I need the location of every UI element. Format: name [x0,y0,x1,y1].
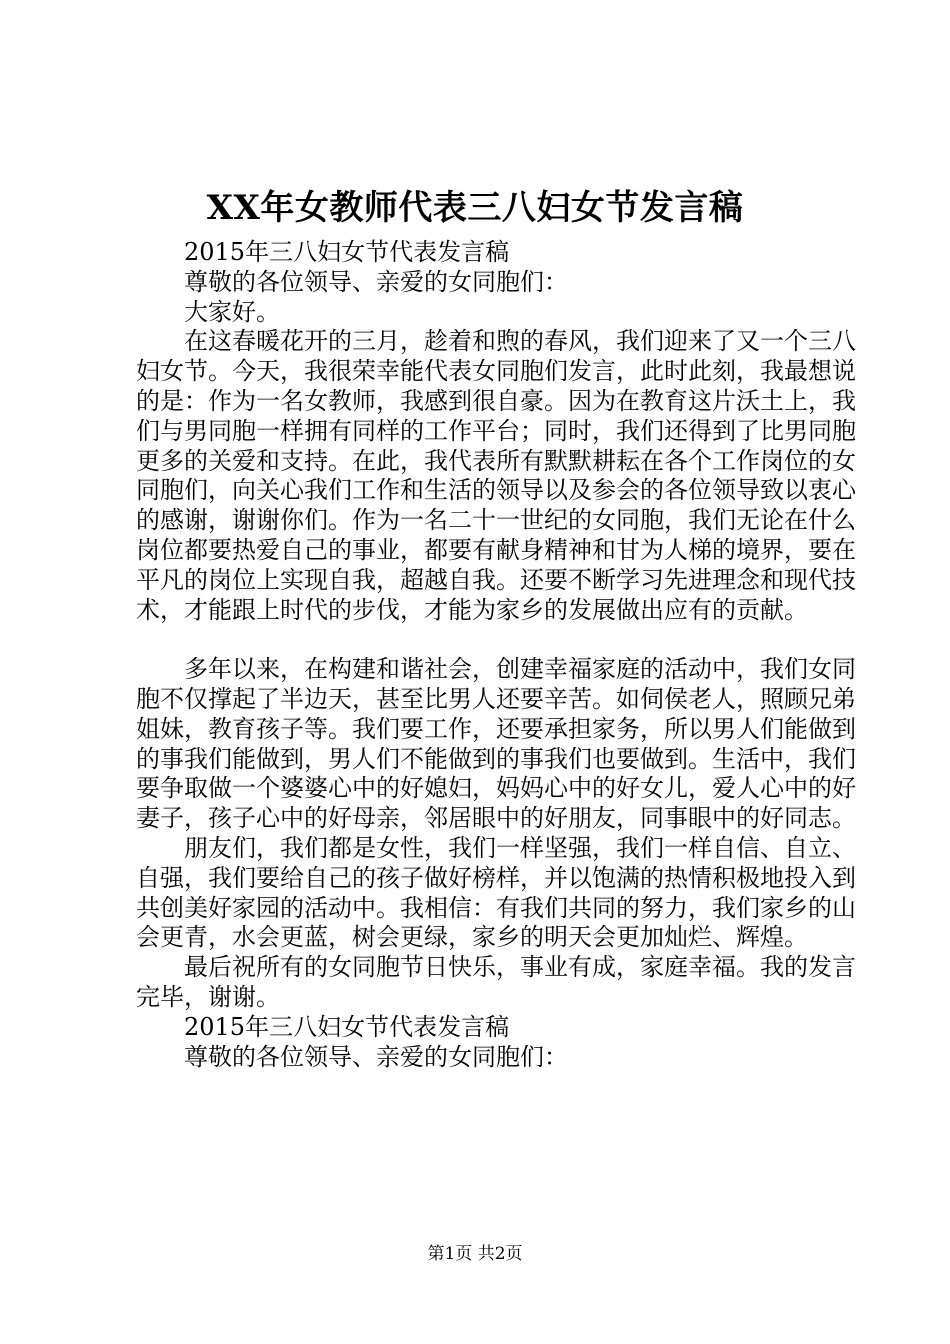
document-body [136,238,856,1072]
subtitle-paragraph: 2015年三八妇女节代表发言稿 [184,238,510,266]
salutation-paragraph: 尊敬的各位领导、亲爱的女同胞们： [184,267,568,296]
paragraph-spacer [136,625,856,655]
page-number-footer: 第1页 共2页 [427,1244,523,1264]
body-paragraph-1: 在这春暖花开的三月，趁着和煦的春风，我们迎来了又一个三八妇女节。今天，我很荣幸能代表女同胞们发言，此时此刻，我最想说的是：作为一名女教师，我感到很自豪。因为在教育这片沃土上，我们与男同胞一样拥有同样的工作平台；同时，我们还得到了比男同胞更多的关爱和支持。在此，我代表所有默默耕耘在各个工作岗位的女同胞们，向关心我们工作和生活的领导以及参会的各位领导致以衷心的感谢，谢谢你们。作为一名二十一世纪的女同胞，我们无论在什么岗位都要热爱自己的事业，都要有献身精神和甘为人梯的境界，要在平凡的岗位上实现自我，超越自我。还要不断学习先进理念和现代技术，才能跟上时代的步伐，才能为家乡的发展做出应有的贡献。 [136,327,856,624]
greeting-paragraph: 大家好。 [184,297,280,326]
document-title: XX年女教师代表三八妇女节发言稿 [206,188,744,228]
repeat-subtitle-paragraph: 2015年三八妇女节代表发言稿 [184,1012,510,1041]
closing-paragraph: 最后祝所有的女同胞节日快乐，事业有成，家庭幸福。我的发言完毕，谢谢。 [136,953,856,1011]
repeat-salutation-paragraph: 尊敬的各位领导、亲爱的女同胞们： [184,1042,568,1071]
body-paragraph-2: 多年以来，在构建和谐社会，创建幸福家庭的活动中，我们女同胞不仅撑起了半边天，甚至比男人还要辛苦。如伺侯老人，照顾兄弟姐妹，教育孩子等。我们要工作，还要承担家务，所以男人们能做到的事我们能做到，男人们不能做到的事我们也要做到。生活中，我们要争取做一个婆婆心中的好媳妇，妈妈心中的好女儿，爱人心中的好妻子，孩子心中的好母亲，邻居眼中的好朋友，同事眼中的好同志。 [136,655,856,833]
body-paragraph-3: 朋友们，我们都是女性，我们一样坚强，我们一样自信、自立、自强，我们要给自己的孩子做好榜样，并以饱满的热情积极地投入到共创美好家园的活动中。我相信：有我们共同的努力，我们家乡的山会更青，水会更蓝，树会更绿，家乡的明天会更加灿烂、辉煌。 [136,833,856,952]
